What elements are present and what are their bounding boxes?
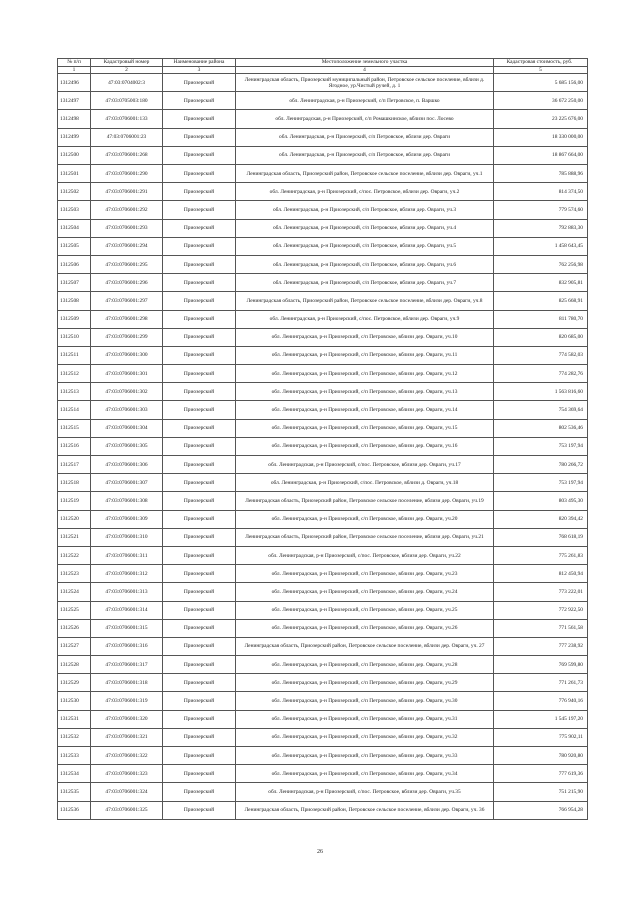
location-cell: обл. Ленинградская, р-н Приозерский, с/п Петровское, вблизи дер. Овраги, уч.7 — [236, 274, 494, 292]
table-row — [58, 656, 588, 674]
table-row — [58, 237, 588, 255]
row-number-cell: 1312507 — [58, 274, 91, 292]
cadastral-value-cell: 775 902,11 — [494, 728, 588, 746]
table-row — [58, 310, 588, 328]
district-cell: Приозерский — [163, 510, 236, 528]
location-cell: обл. Ленинградская, р-н Приозерский, с/п Петровское, вблизи дер. Овраги, уч.31 — [236, 710, 494, 728]
row-number-cell: 1312515 — [58, 419, 91, 437]
table-row — [58, 255, 588, 273]
cadastral-value-cell: 762 256,98 — [494, 255, 588, 273]
district-cell: Приозерский — [163, 310, 236, 328]
table-row — [58, 110, 588, 128]
table-row — [58, 801, 588, 819]
district-cell: Приозерский — [163, 110, 236, 128]
table-row — [58, 346, 588, 364]
header-cell-location: Местоположение земельного участка — [236, 59, 494, 67]
cadastral-value-cell: 777 619,36 — [494, 765, 588, 783]
location-cell: обл. Ленинградская, р-н Приозерский, с/пос. Петровское, вблизи дер. Овраги, уч.2 — [236, 183, 494, 201]
cadastral-value-cell: 5 685 156,00 — [494, 74, 588, 92]
row-number-cell: 1312498 — [58, 110, 91, 128]
district-cell: Приозерский — [163, 328, 236, 346]
row-number-cell: 1312527 — [58, 637, 91, 655]
cadastral-value-cell: 812 450,94 — [494, 565, 588, 583]
cadastral-value-cell: 776 940,16 — [494, 692, 588, 710]
cadastral-number-cell: 47:03:0706001:290 — [91, 165, 163, 183]
row-number-cell: 1312531 — [58, 710, 91, 728]
row-number-cell: 1312525 — [58, 601, 91, 619]
table-row — [58, 383, 588, 401]
district-cell: Приозерский — [163, 710, 236, 728]
cadastral-number-cell: 47:03:0706001:320 — [91, 710, 163, 728]
district-cell: Приозерский — [163, 601, 236, 619]
cadastral-number-cell: 47:03:0706001:318 — [91, 674, 163, 692]
table-row — [58, 692, 588, 710]
location-cell: обл. Ленинградская, р-н Приозерский, с/пос. Петровское, вблизи дер. Овраги, уч.17 — [236, 456, 494, 474]
table-row — [58, 74, 588, 92]
table-row — [58, 365, 588, 383]
district-cell: Приозерский — [163, 419, 236, 437]
district-cell: Приозерский — [163, 292, 236, 310]
location-cell: обл. Ленинградская, р-н Приозерский, с/п Петровское, вблизи дер. Овраги, уч.25 — [236, 601, 494, 619]
cadastral-number-cell: 47:03:0706001:306 — [91, 456, 163, 474]
row-number-cell: 1312534 — [58, 765, 91, 783]
header-cell-cadastral-number: Кадастровый номер — [91, 59, 163, 67]
table-row — [58, 419, 588, 437]
cadastral-value-cell: 777 238,92 — [494, 637, 588, 655]
cadastral-value-cell: 779 574,60 — [494, 201, 588, 219]
location-cell: обл. Ленинградская, р-н Приозерский, с/п Петровское, вблизи дер. Овраги — [236, 146, 494, 164]
district-cell: Приозерский — [163, 492, 236, 510]
table-row — [58, 274, 588, 292]
page-number: 26 — [317, 849, 323, 855]
district-cell: Приозерский — [163, 165, 236, 183]
location-cell: обл. Ленинградская, р-н Приозерский, с/п Петровское, вблизи дер. Овраги, уч.5 — [236, 237, 494, 255]
row-number-cell: 1312526 — [58, 619, 91, 637]
cadastral-value-cell: 753 197,94 — [494, 474, 588, 492]
cadastral-number-cell: 47:03:0706001:300 — [91, 346, 163, 364]
district-cell: Приозерский — [163, 365, 236, 383]
row-number-cell: 1312497 — [58, 92, 91, 110]
district-cell: Приозерский — [163, 128, 236, 146]
cadastral-number-cell: 47:03:0706001:319 — [91, 692, 163, 710]
column-number: 3 — [163, 67, 236, 74]
location-cell: обл. Ленинградская, р-н Приозерский, с/п Петровское, вблизи дер. Овраги, уч.12 — [236, 365, 494, 383]
district-cell: Приозерский — [163, 237, 236, 255]
district-cell: Приозерский — [163, 765, 236, 783]
cadastral-number-cell: 47:03:0706001:324 — [91, 783, 163, 801]
cadastral-value-cell: 820 685,00 — [494, 328, 588, 346]
cadastral-value-cell: 1 563 816,60 — [494, 383, 588, 401]
cadastral-value-cell: 774 582,03 — [494, 346, 588, 364]
cadastral-number-cell: 47:03:0706001:313 — [91, 583, 163, 601]
district-cell: Приозерский — [163, 255, 236, 273]
cadastral-number-cell: 47:03:0706001:322 — [91, 747, 163, 765]
cadastral-number-cell: 47:03:0706001:304 — [91, 419, 163, 437]
cadastral-number-cell: 47:03:0706001:314 — [91, 601, 163, 619]
cadastral-value-cell: 18 330 000,00 — [494, 128, 588, 146]
cadastral-value-cell: 785 888,96 — [494, 165, 588, 183]
cadastral-number-cell: 47:03:0706001:292 — [91, 201, 163, 219]
cadastral-value-cell: 753 197,94 — [494, 437, 588, 455]
column-number: 1 — [58, 67, 91, 74]
location-cell: Ленинградская область, Приозерский район, Петровское сельское поселение, вблизи дер. Овраги, уч.8 — [236, 292, 494, 310]
table-row — [58, 92, 588, 110]
district-cell: Приозерский — [163, 146, 236, 164]
table-row — [58, 637, 588, 655]
location-cell: обл. Ленинградская, р-н Приозерский, с/п Петровское, п. Варшко — [236, 92, 494, 110]
row-number-cell: 1312528 — [58, 656, 91, 674]
location-cell: обл. Ленинградская, р-н Приозерский, с/п Петровское, вблизи дер. Овраги, уч.24 — [236, 583, 494, 601]
cadastral-value-cell: 23 225 676,00 — [494, 110, 588, 128]
location-cell: обл. Ленинградская, р-н Приозерский, с/п Петровское, вблизи дер. Овраги, уч.10 — [236, 328, 494, 346]
row-number-cell: 1312508 — [58, 292, 91, 310]
header-cell-district: Наименование района — [163, 59, 236, 67]
location-cell: Ленинградская область, Приозерский район, Петровское сельское поселение, вблизи дер. Овраги, уч. 36 — [236, 801, 494, 819]
table-row — [58, 328, 588, 346]
district-cell: Приозерский — [163, 219, 236, 237]
location-cell: Ленинградская область, Приозерский район, Петровское сельское поселение, вблизи дер. Овраги, уч. 27 — [236, 637, 494, 655]
row-number-cell: 1312502 — [58, 183, 91, 201]
cadastral-number-cell: 47:03:0706001:311 — [91, 546, 163, 564]
district-cell: Приозерский — [163, 637, 236, 655]
district-cell: Приозерский — [163, 346, 236, 364]
table-row — [58, 510, 588, 528]
cadastral-value-cell: 1 545 197,20 — [494, 710, 588, 728]
column-number: 4 — [236, 67, 494, 74]
district-cell: Приозерский — [163, 546, 236, 564]
cadastral-number-cell: 47:03:0706001:315 — [91, 619, 163, 637]
cadastral-number-cell: 47:03:0706001:309 — [91, 510, 163, 528]
cadastral-number-cell: 47:03:0706001:308 — [91, 492, 163, 510]
table-row — [58, 401, 588, 419]
location-cell: Ленинградская область, Приозерский район, Петровское сельское поселение, вблизи дер. Овраги, уч.21 — [236, 528, 494, 546]
table-row — [58, 728, 588, 746]
cadastral-number-cell: 47:03:0706001:295 — [91, 255, 163, 273]
row-number-cell: 1312505 — [58, 237, 91, 255]
cadastral-number-cell: 47:03:0705003:180 — [91, 92, 163, 110]
location-cell: обл. Ленинградская, р-н Приозерский, с/п Петровское, вблизи дер. Овраги, уч.26 — [236, 619, 494, 637]
table-row — [58, 546, 588, 564]
cadastral-value-cell: 768 618,19 — [494, 528, 588, 546]
cadastral-number-cell: 47:03:0706001:310 — [91, 528, 163, 546]
cadastral-number-cell: 47:03:0704002:3 — [91, 74, 163, 92]
district-cell: Приозерский — [163, 728, 236, 746]
header-row — [58, 59, 588, 67]
row-number-cell: 1312533 — [58, 747, 91, 765]
cadastral-value-cell: 832 905,81 — [494, 274, 588, 292]
cadastral-value-cell: 766 954,28 — [494, 801, 588, 819]
cadastral-value-cell: 811 780,70 — [494, 310, 588, 328]
cadastral-number-cell: 47:03:0706001:302 — [91, 383, 163, 401]
cadastral-number-cell: 47:03:0706001:321 — [91, 728, 163, 746]
district-cell: Приозерский — [163, 674, 236, 692]
cadastral-number-cell: 47:03:0706001:325 — [91, 801, 163, 819]
cadastral-value-cell: 803 495,30 — [494, 492, 588, 510]
header-cell-number: № п/п — [58, 59, 91, 67]
district-cell: Приозерский — [163, 401, 236, 419]
cadastral-number-cell: 47:03:0706001:303 — [91, 401, 163, 419]
cadastral-table — [57, 58, 588, 820]
location-cell: обл. Ленинградская, р-н Приозерский, с/п Ромашкинское, вблизи пос. Лосево — [236, 110, 494, 128]
district-cell: Приозерский — [163, 656, 236, 674]
location-cell: Ленинградская область, Приозерский муниципальный район, Петровское сельское поселение, вблизи д. Ягодное, ур.Чистый ручей, д. 1 — [236, 74, 494, 92]
district-cell: Приозерский — [163, 692, 236, 710]
row-number-cell: 1312511 — [58, 346, 91, 364]
row-number-cell: 1312524 — [58, 583, 91, 601]
table-row — [58, 456, 588, 474]
cadastral-value-cell: 769 599,80 — [494, 656, 588, 674]
location-cell: обл. Ленинградская, р-н Приозерский, с/п Петровское, вблизи дер. Овраги, уч.14 — [236, 401, 494, 419]
location-cell: обл. Ленинградская, р-н Приозерский, с/п Петровское, вблизи дер. Овраги, уч.30 — [236, 692, 494, 710]
location-cell: обл. Ленинградская, р-н Приозерский, с/пос. Петровское, вблизи дер. Овраги, уч.22 — [236, 546, 494, 564]
table-row — [58, 583, 588, 601]
location-cell: обл. Ленинградская, р-н Приозерский, с/пос. Петровское, вблизи дер. Овраги, уч.35 — [236, 783, 494, 801]
cadastral-value-cell: 780 920,80 — [494, 747, 588, 765]
table-row — [58, 165, 588, 183]
district-cell: Приозерский — [163, 183, 236, 201]
row-number-cell: 1312521 — [58, 528, 91, 546]
row-number-cell: 1312514 — [58, 401, 91, 419]
cadastral-number-cell: 47:03:0706001:323 — [91, 765, 163, 783]
row-number-cell: 1312496 — [58, 74, 91, 92]
column-number: 5 — [494, 67, 588, 74]
location-cell: обл. Ленинградская, р-н Приозерский, с/п Петровское, вблизи дер. Овраги, уч.34 — [236, 765, 494, 783]
cadastral-number-cell: 47:03:0706001:299 — [91, 328, 163, 346]
row-number-cell: 1312503 — [58, 201, 91, 219]
district-cell: Приозерский — [163, 92, 236, 110]
row-number-cell: 1312516 — [58, 437, 91, 455]
location-cell: Ленинградская область, Приозерский район, Петровское сельское поселение, вблизи дер. Овраги, уч.1 — [236, 165, 494, 183]
district-cell: Приозерский — [163, 201, 236, 219]
district-cell: Приозерский — [163, 747, 236, 765]
table-row — [58, 674, 588, 692]
district-cell: Приозерский — [163, 383, 236, 401]
location-cell: обл. Ленинградская, р-н Приозерский, с/п Петровское, вблизи дер. Овраги, уч.20 — [236, 510, 494, 528]
cadastral-value-cell: 814 374,50 — [494, 183, 588, 201]
cadastral-number-cell: 47:03:0706001:297 — [91, 292, 163, 310]
table-row — [58, 183, 588, 201]
cadastral-number-cell: 47:03:0706001:298 — [91, 310, 163, 328]
row-number-cell: 1312501 — [58, 165, 91, 183]
row-number-cell: 1312535 — [58, 783, 91, 801]
location-cell: обл. Ленинградская, р-н Приозерский, с/п Петровское, вблизи дер. Овраги, уч.28 — [236, 656, 494, 674]
row-number-cell: 1312530 — [58, 692, 91, 710]
cadastral-value-cell: 775 261,83 — [494, 546, 588, 564]
location-cell: Ленинградская область, Приозерский район, Петровское сельское поселение, вблизи дер. Овраги, уч.19 — [236, 492, 494, 510]
table-row — [58, 710, 588, 728]
cadastral-value-cell: 771 261,73 — [494, 674, 588, 692]
district-cell: Приозерский — [163, 437, 236, 455]
district-cell: Приозерский — [163, 565, 236, 583]
column-number-row — [58, 67, 588, 74]
header-cell-cadastral-value: Кадастровая стоимость, руб. — [494, 59, 588, 67]
cadastral-value-cell: 773 222,01 — [494, 583, 588, 601]
cadastral-value-cell: 772 922,50 — [494, 601, 588, 619]
table-row — [58, 765, 588, 783]
location-cell: обл. Ленинградская, р-н Приозерский, с/п Петровское, вблизи дер. Овраги, уч.11 — [236, 346, 494, 364]
cadastral-number-cell: 47:03:0706001:317 — [91, 656, 163, 674]
table-row — [58, 565, 588, 583]
district-cell: Приозерский — [163, 456, 236, 474]
table-row — [58, 747, 588, 765]
cadastral-value-cell: 820 394,42 — [494, 510, 588, 528]
cadastral-value-cell: 18 867 664,00 — [494, 146, 588, 164]
table-row — [58, 292, 588, 310]
cadastral-number-cell: 47:03:0706001:133 — [91, 110, 163, 128]
cadastral-number-cell: 47:03:0706001:316 — [91, 637, 163, 655]
location-cell: обл. Ленинградская, р-н Приозерский, с/пос. Петровское, вблизи дер. Овраги, уч.9 — [236, 310, 494, 328]
row-number-cell: 1312512 — [58, 365, 91, 383]
cadastral-value-cell: 771 561,58 — [494, 619, 588, 637]
cadastral-number-cell: 47:03:0706001:294 — [91, 237, 163, 255]
cadastral-number-cell: 47:03:0706001:291 — [91, 183, 163, 201]
row-number-cell: 1312520 — [58, 510, 91, 528]
location-cell: обл. Ленинградская, р-н Приозерский, с/пос. Петровское, вблизи д. Овраги, уч.18 — [236, 474, 494, 492]
cadastral-number-cell: 47:03:0706001:305 — [91, 437, 163, 455]
cadastral-value-cell: 802 536,46 — [494, 419, 588, 437]
location-cell: обл. Ленинградская, р-н Приозерский, с/п Петровское, вблизи дер. Овраги — [236, 128, 494, 146]
table-row — [58, 528, 588, 546]
table-row — [58, 492, 588, 510]
row-number-cell: 1312510 — [58, 328, 91, 346]
cadastral-number-cell: 47:03:0706001:307 — [91, 474, 163, 492]
cadastral-number-cell: 47:03:0706001:301 — [91, 365, 163, 383]
location-cell: обл. Ленинградская, р-н Приозерский, с/п Петровское, вблизи дер. Овраги, уч.6 — [236, 255, 494, 273]
cadastral-value-cell: 751 215,90 — [494, 783, 588, 801]
district-cell: Приозерский — [163, 474, 236, 492]
row-number-cell: 1312529 — [58, 674, 91, 692]
cadastral-value-cell: 780 266,72 — [494, 456, 588, 474]
table-row — [58, 128, 588, 146]
cadastral-number-cell: 47:03:0706001:23 — [91, 128, 163, 146]
district-cell: Приозерский — [163, 274, 236, 292]
location-cell: обл. Ленинградская, р-н Приозерский, с/п Петровское, вблизи дер. Овраги, уч.33 — [236, 747, 494, 765]
column-number: 2 — [91, 67, 163, 74]
table-body — [58, 59, 588, 820]
table-row — [58, 601, 588, 619]
location-cell: обл. Ленинградская, р-н Приозерский, с/п Петровское, вблизи дер. Овраги, уч.29 — [236, 674, 494, 692]
row-number-cell: 1312522 — [58, 546, 91, 564]
row-number-cell: 1312532 — [58, 728, 91, 746]
district-cell: Приозерский — [163, 528, 236, 546]
district-cell: Приозерский — [163, 583, 236, 601]
district-cell: Приозерский — [163, 619, 236, 637]
table-row — [58, 146, 588, 164]
table-row — [58, 783, 588, 801]
row-number-cell: 1312519 — [58, 492, 91, 510]
row-number-cell: 1312523 — [58, 565, 91, 583]
location-cell: обл. Ленинградская, р-н Приозерский, с/п Петровское, вблизи дер. Овраги, уч.4 — [236, 219, 494, 237]
district-cell: Приозерский — [163, 783, 236, 801]
cadastral-number-cell: 47:03:0706001:268 — [91, 146, 163, 164]
location-cell: обл. Ленинградская, р-н Приозерский, с/п Петровское, вблизи дер. Овраги, уч.3 — [236, 201, 494, 219]
row-number-cell: 1312499 — [58, 128, 91, 146]
location-cell: обл. Ленинградская, р-н Приозерский, с/п Петровское, вблизи дер. Овраги, уч.15 — [236, 419, 494, 437]
cadastral-value-cell: 754 369,64 — [494, 401, 588, 419]
cadastral-number-cell: 47:03:0706001:296 — [91, 274, 163, 292]
row-number-cell: 1312518 — [58, 474, 91, 492]
cadastral-number-cell: 47:03:0706001:312 — [91, 565, 163, 583]
cadastral-number-cell: 47:03:0706001:293 — [91, 219, 163, 237]
location-cell: обл. Ленинградская, р-н Приозерский, с/п Петровское, вблизи дер. Овраги, уч.13 — [236, 383, 494, 401]
row-number-cell: 1312500 — [58, 146, 91, 164]
district-cell: Приозерский — [163, 801, 236, 819]
row-number-cell: 1312513 — [58, 383, 91, 401]
cadastral-value-cell: 36 672 250,00 — [494, 92, 588, 110]
table-row — [58, 437, 588, 455]
row-number-cell: 1312504 — [58, 219, 91, 237]
location-cell: обл. Ленинградская, р-н Приозерский, с/п Петровское, вблизи дер. Овраги, уч.16 — [236, 437, 494, 455]
table-row — [58, 201, 588, 219]
location-cell: обл. Ленинградская, р-н Приозерский, с/п Петровское, вблизи дер. Овраги, уч.32 — [236, 728, 494, 746]
row-number-cell: 1312506 — [58, 255, 91, 273]
row-number-cell: 1312536 — [58, 801, 91, 819]
table-row — [58, 474, 588, 492]
cadastral-value-cell: 792 883,30 — [494, 219, 588, 237]
table-row — [58, 219, 588, 237]
location-cell: обл. Ленинградская, р-н Приозерский, с/п Петровское, вблизи дер. Овраги, уч.23 — [236, 565, 494, 583]
row-number-cell: 1312517 — [58, 456, 91, 474]
cadastral-value-cell: 1 458 643,45 — [494, 237, 588, 255]
cadastral-value-cell: 825 668,91 — [494, 292, 588, 310]
cadastral-value-cell: 774 282,76 — [494, 365, 588, 383]
row-number-cell: 1312509 — [58, 310, 91, 328]
district-cell: Приозерский — [163, 74, 236, 92]
table-row — [58, 619, 588, 637]
